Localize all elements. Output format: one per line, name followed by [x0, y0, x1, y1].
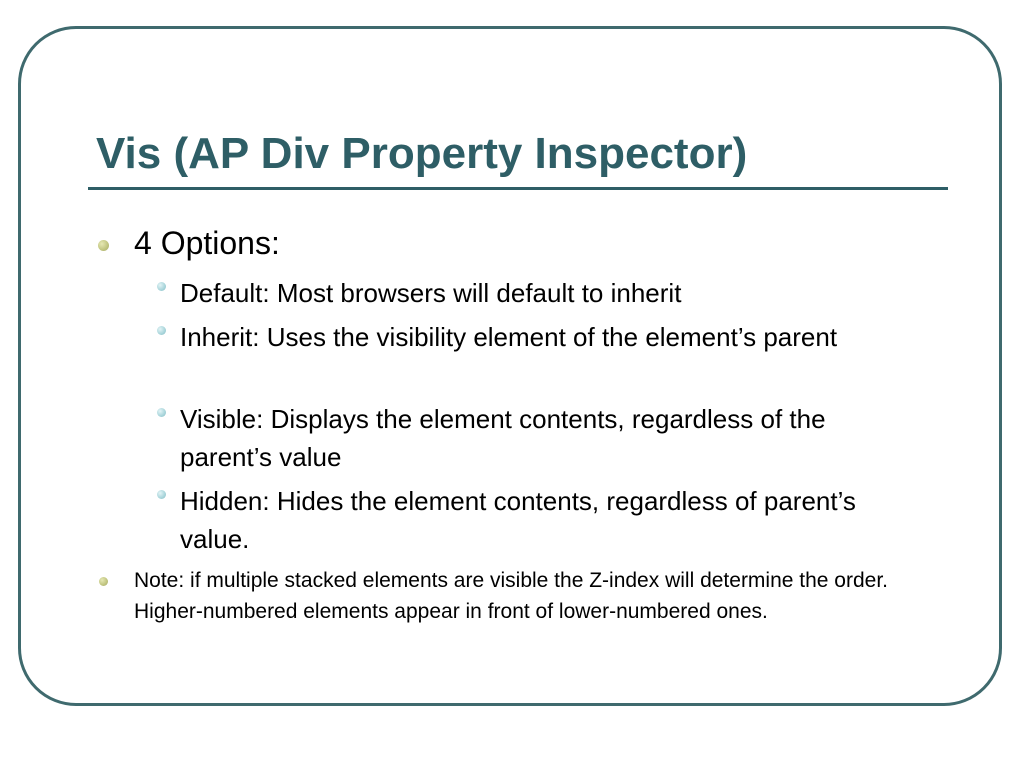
bullet-note: Note: if multiple stacked elements are visible the Z-index will determine the order. Higher-numbered elements appear in front of lower-numbered ones. [134, 569, 889, 623]
sub-bullet-dot-icon [157, 282, 166, 291]
sub-bullet-default: Default: Most browsers will default to inherit [180, 278, 682, 308]
sub-bullet-dot-icon [157, 408, 166, 417]
bullet-dot-icon [99, 577, 108, 586]
sub-bullet-inherit: Inherit: Uses the visibility element of the element’s parent [180, 322, 838, 352]
sub-bullet-hidden: Hidden: Hides the element contents, regardless of parent’s value. [180, 486, 856, 554]
sub-bullet-dot-icon [157, 490, 166, 499]
bullet-dot-icon [98, 240, 109, 251]
sub-bullet-visible: Visible: Displays the element contents, regardless of the parent’s value [180, 404, 826, 472]
bullet-options: 4 Options: [134, 225, 280, 261]
sub-bullet-dot-icon [157, 326, 166, 335]
slide-title: Vis (AP Div Property Inspector) [96, 129, 748, 178]
